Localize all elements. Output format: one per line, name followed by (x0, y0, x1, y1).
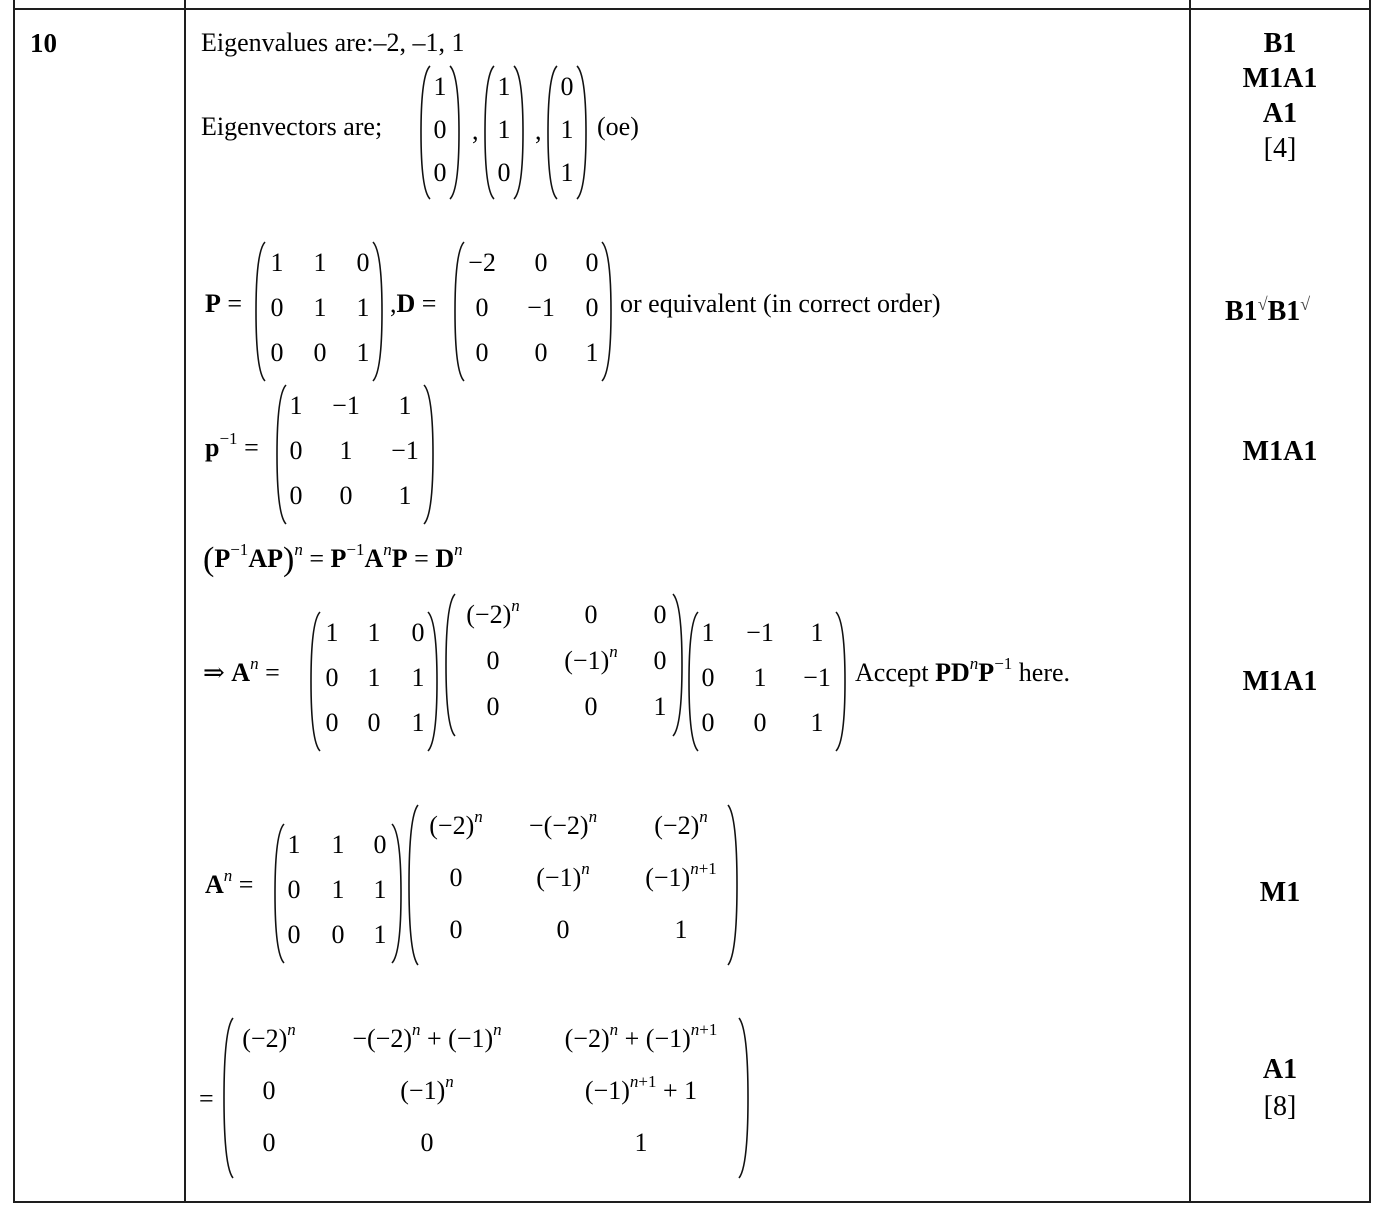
p-matrix-cell: 0 (270, 293, 284, 322)
eigenvector-2-cell: 1 (497, 72, 511, 101)
product-matrix-cell: 1 (674, 915, 688, 944)
table-divider-2 (1189, 0, 1191, 1203)
eigenvector-3-cell: 0 (560, 72, 574, 101)
p-matrix-cell: 1 (356, 338, 370, 367)
an-label-2: $A^n$ = (205, 866, 254, 899)
d-matrix-cell: 0 (475, 338, 489, 367)
p-inverse-matrix-cell: 1 (398, 481, 412, 510)
p-matrix-cell: 1 (356, 293, 370, 322)
p-inverse-matrix-cell: 1 (398, 391, 412, 420)
mark-total-8: [8] (1263, 1091, 1297, 1122)
d-matrix-cell: 0 (534, 338, 548, 367)
p-matrix-right-paren (371, 240, 385, 383)
p-inverse-matrix-2-cell: 1 (810, 618, 824, 647)
p-matrix-2-cell: 1 (325, 618, 339, 647)
p-inverse-matrix-2-cell: 1 (753, 663, 767, 692)
p-inverse-matrix-2-cell: 0 (753, 708, 767, 737)
final-matrix-cell: $(-2)^n + (-1)^{n+1}$ (564, 1020, 718, 1053)
d-matrix-right-paren (600, 240, 614, 383)
d-power-n-matrix-cell: 1 (653, 692, 667, 721)
mark-b1-ft-2: B1 (1267, 296, 1301, 327)
p-inverse-matrix-left-paren (274, 383, 288, 526)
d-matrix-cell: 0 (585, 293, 599, 322)
p-matrix-left-paren (253, 240, 267, 383)
mark-a1: A1 (1262, 98, 1298, 129)
product-matrix-cell: 0 (556, 915, 570, 944)
eigenvector-2-cell: 0 (497, 158, 511, 187)
p-inverse-matrix-cell: 0 (289, 481, 303, 510)
p-matrix-2-cell: 1 (411, 663, 425, 692)
p-matrix-2-left-paren (308, 610, 322, 753)
p-inverse-matrix-2-left-paren (686, 610, 700, 753)
d-power-n-matrix-cell: $(-1)^n$ (564, 642, 618, 675)
p-inverse-matrix-cell: 0 (339, 481, 353, 510)
eigenvector-3-cell: 1 (560, 158, 574, 187)
eigenvector-3-left-paren (545, 64, 559, 201)
table-bottom-border (13, 1201, 1371, 1203)
final-matrix-cell: $(-2)^n$ (242, 1020, 296, 1053)
pd-note: or equivalent (in correct order) (620, 289, 941, 318)
p-matrix-3-right-paren (390, 822, 404, 965)
final-matrix-cell: 1 (634, 1128, 648, 1157)
p-inverse-matrix-2-cell: −1 (746, 618, 774, 647)
d-matrix-left-paren (452, 240, 466, 383)
eigenvector-3-right-paren (575, 64, 589, 201)
p-inverse-matrix-2-cell: 1 (701, 618, 715, 647)
product-matrix-cell: $(-2)^n$ (429, 807, 483, 840)
p-matrix-3-cell: 1 (331, 830, 345, 859)
p-inverse-matrix-cell: −1 (332, 391, 360, 420)
mark-pinv: M1A1 (1242, 436, 1318, 467)
equals-sign: = (199, 1084, 214, 1113)
p-matrix-3-cell: 1 (373, 875, 387, 904)
product-matrix-cell: $-(-2)^n$ (528, 807, 598, 840)
mark-b1: B1 (1263, 28, 1297, 59)
d-power-n-matrix-cell: 0 (653, 646, 667, 675)
mark-m1a1: M1A1 (1242, 63, 1318, 94)
p-matrix-2-cell: 0 (411, 618, 425, 647)
p-matrix-cell: 0 (270, 338, 284, 367)
final-matrix-cell: 0 (420, 1128, 434, 1157)
p-matrix-3-cell: 0 (373, 830, 387, 859)
p-matrix-3-cell: 0 (287, 920, 301, 949)
p-matrix-3-cell: 1 (287, 830, 301, 859)
p-inverse-matrix-cell: 0 (289, 436, 303, 465)
eigenvectors-label: Eigenvectors are; (201, 112, 383, 141)
product-matrix-cell: 0 (449, 863, 463, 892)
p-inverse-matrix-2-cell: −1 (803, 663, 831, 692)
p-matrix-cell: 1 (270, 248, 284, 277)
final-matrix-cell: $(-1)^n$ (400, 1072, 454, 1105)
eigenvector-2-right-paren (512, 64, 526, 201)
d-power-n-matrix-cell: 0 (486, 646, 500, 675)
d-power-n-matrix-right-paren (671, 592, 685, 738)
p-matrix-cell: 1 (313, 293, 327, 322)
final-matrix-right-paren (737, 1016, 751, 1180)
d-power-n-matrix-cell: 0 (653, 600, 667, 629)
final-matrix-cell: 0 (262, 1076, 276, 1105)
mark-b1-ft-1: B1 (1225, 296, 1258, 327)
product-matrix-right-paren (726, 803, 740, 967)
d-matrix-cell: −1 (527, 293, 555, 322)
eigenvector-3-cell: 1 (560, 115, 574, 144)
d-power-n-matrix-cell: 0 (584, 600, 598, 629)
follow-through-tick-icon: √ (1257, 294, 1268, 314)
table-divider-1 (184, 0, 186, 1203)
eigenvector-1-cell: 0 (433, 158, 447, 187)
an-expression-label: ⇒ $A^n$ = (203, 654, 280, 687)
p-matrix-3-left-paren (272, 822, 286, 965)
diagonalisation-identity: $(P^{-1}AP)^n = P^{-1}A^nP = D^n$ (203, 540, 463, 578)
final-matrix-left-paren (221, 1016, 235, 1180)
eigenvector-2-left-paren (482, 64, 496, 201)
final-matrix-cell: $-(-2)^n + (-1)^n$ (352, 1020, 502, 1053)
d-power-n-matrix-cell: 0 (584, 692, 598, 721)
p-matrix-2-cell: 1 (411, 708, 425, 737)
accept-note: Accept $PD^nP^{-1}$ here. (855, 654, 1071, 687)
pinv-label: $p^{-1}$ = (205, 429, 259, 462)
eigenvector-1-left-paren (418, 64, 432, 201)
vector-comma: , (472, 116, 479, 145)
p-inverse-matrix-2-right-paren (834, 610, 848, 753)
p-inverse-matrix-cell: −1 (391, 436, 419, 465)
product-matrix-left-paren (406, 803, 420, 967)
follow-through-tick-icon: √ (1300, 294, 1311, 314)
p-inverse-matrix-2-cell: 1 (810, 708, 824, 737)
p-matrix-2-cell: 1 (367, 663, 381, 692)
p-matrix-3-cell: 1 (373, 920, 387, 949)
p-matrix-3-cell: 0 (331, 920, 345, 949)
mark-b1-ft-pair (1225, 294, 1311, 327)
eigenvalues-line: Eigenvalues are:–2, –1, 1 (201, 28, 465, 57)
d-matrix-cell: 0 (585, 248, 599, 277)
p-matrix-2-right-paren (426, 610, 440, 753)
final-matrix-cell: $(-1)^{n+1} + 1$ (584, 1072, 698, 1105)
table-right-border (1369, 0, 1371, 1203)
p-matrix-3-cell: 0 (287, 875, 301, 904)
d-power-n-matrix-cell: $(-2)^n$ (466, 596, 520, 629)
p-label: P = (205, 289, 243, 318)
p-matrix-2-cell: 0 (367, 708, 381, 737)
mark-total-4: [4] (1263, 133, 1297, 164)
p-inverse-matrix-cell: 1 (289, 391, 303, 420)
p-inverse-matrix-2-cell: 0 (701, 663, 715, 692)
d-matrix-cell: 1 (585, 338, 599, 367)
d-matrix-cell: 0 (475, 293, 489, 322)
question-number: 10 (30, 28, 57, 58)
d-matrix-cell: 0 (534, 248, 548, 277)
product-matrix-cell: 0 (449, 915, 463, 944)
table-left-border (13, 0, 15, 1203)
product-matrix-cell: $(-1)^{n+1}$ (645, 859, 717, 892)
eigenvector-1-cell: 0 (433, 115, 447, 144)
mark-final-a1: A1 (1262, 1054, 1298, 1085)
oe-note: (oe) (597, 112, 639, 141)
d-power-n-matrix-left-paren (443, 592, 457, 738)
p-matrix-cell: 1 (313, 248, 327, 277)
p-inverse-matrix-right-paren (422, 383, 436, 526)
d-matrix-cell: −2 (468, 248, 496, 277)
p-inverse-matrix-2-cell: 0 (701, 708, 715, 737)
product-matrix-cell: $(-1)^n$ (536, 859, 590, 892)
eigenvector-1-cell: 1 (433, 72, 447, 101)
mark-an: M1A1 (1242, 666, 1318, 697)
product-matrix-cell: $(-2)^n$ (654, 807, 708, 840)
eigenvector-2-cell: 1 (497, 115, 511, 144)
d-power-n-matrix-cell: 0 (486, 692, 500, 721)
p-matrix-cell: 0 (356, 248, 370, 277)
p-matrix-2-cell: 0 (325, 708, 339, 737)
p-inverse-matrix-cell: 1 (339, 436, 353, 465)
table-top-border (13, 8, 1371, 10)
vector-comma: , (535, 116, 542, 145)
p-matrix-3-cell: 1 (331, 875, 345, 904)
eigenvector-1-right-paren (448, 64, 462, 201)
final-matrix-cell: 0 (262, 1128, 276, 1157)
mark-product: M1 (1259, 877, 1301, 908)
p-d-separator: ,D = (390, 289, 437, 318)
p-matrix-2-cell: 1 (367, 618, 381, 647)
p-matrix-2-cell: 0 (325, 663, 339, 692)
p-matrix-cell: 0 (313, 338, 327, 367)
